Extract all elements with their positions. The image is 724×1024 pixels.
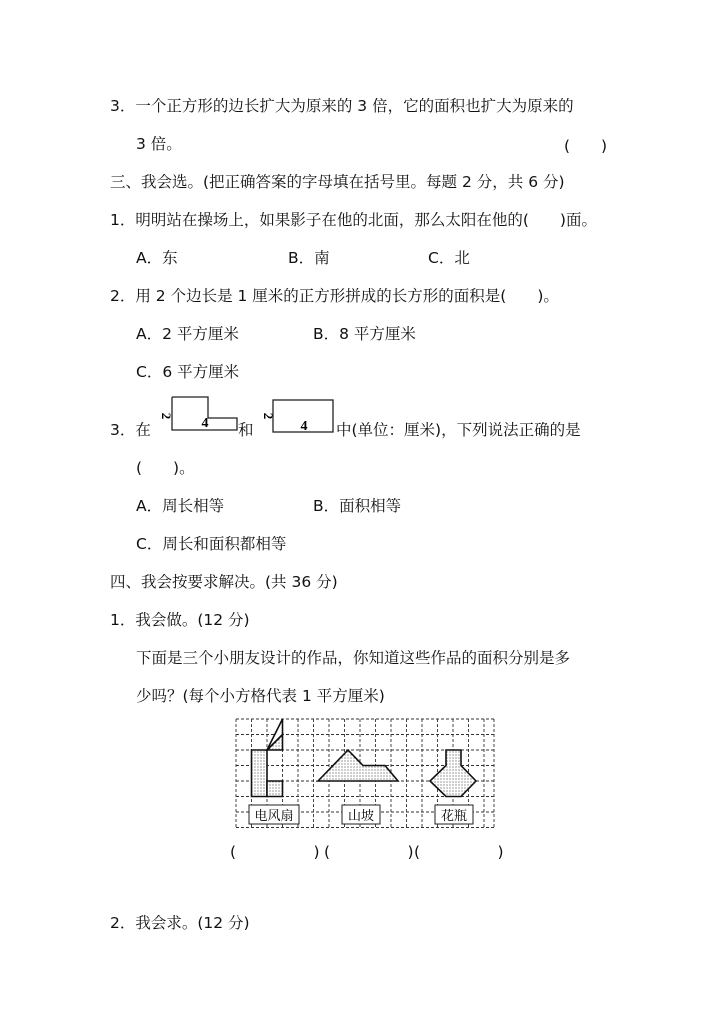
label-fan: 电风扇: [254, 809, 294, 824]
s3-q1-stem: 1．明明站在操场上，如果影子在他的北面，那么太阳在他的( )面。: [110, 211, 597, 229]
s3-q3-suffix: 中(单位：厘米)，下列说法正确的是: [336, 421, 581, 439]
s3-q3-figure-rectangle: [254, 394, 336, 436]
s3-q2-option-c: C．6 平方厘米: [136, 363, 240, 381]
s4-q1-desc-line1: 下面是三个小朋友设计的作品，你知道这些作品的面积分别是多: [136, 649, 571, 667]
s3-q2-stem: 2．用 2 个边长是 1 厘米的正方形拼成的长方形的面积是( )。: [110, 287, 559, 305]
s3-q3-option-c: C．周长和面积都相等: [136, 535, 287, 553]
vase-shape: [430, 750, 476, 797]
answer-blank-hill[interactable]: ( ): [324, 843, 414, 861]
fig2-side-label: 2: [261, 412, 276, 420]
tf-question-3-line1: 3．一个正方形的边长扩大为原来的 3 倍，它的面积也扩大为原来的: [110, 97, 574, 115]
s3-q3-middle: 和: [238, 421, 254, 439]
s3-q3-option-b: B．面积相等: [313, 497, 402, 515]
s3-q1-option-c: C．北: [428, 249, 470, 267]
s4-q1-grid-figure: [230, 715, 502, 833]
s3-q3-figure-l-shape: [150, 394, 240, 436]
s3-q3-option-a: A．周长相等: [136, 497, 225, 515]
fig1-bottom-label: 4: [201, 416, 209, 431]
answer-blank-vase[interactable]: ( ): [414, 843, 504, 861]
s3-q3-blank[interactable]: ( )。: [136, 459, 195, 477]
s4-q1-desc-line2: 少吗？(每个小方格代表 1 平方厘米): [136, 687, 385, 705]
tf-answer-blank[interactable]: ( ): [564, 137, 608, 155]
answer-blank-fan[interactable]: ( ): [230, 843, 320, 861]
fig2-bottom-label: 4: [300, 419, 308, 434]
section4-title: 四、我会按要求解决。(共 36 分): [110, 573, 338, 591]
label-vase: 花瓶: [440, 809, 468, 824]
s4-q2-title: 2．我会求。(12 分): [110, 914, 250, 932]
tf-question-3-line2: 3 倍。: [136, 135, 182, 153]
s3-q1-option-a: A．东: [136, 249, 178, 267]
s3-q1-option-b: B．南: [288, 249, 330, 267]
fig1-side-label: 2: [159, 412, 174, 420]
s3-q3-prefix: 3．在: [110, 421, 151, 439]
s3-q2-option-a: A．2 平方厘米: [136, 325, 239, 343]
label-hill: 山坡: [347, 809, 375, 824]
hill-shape: [318, 750, 398, 781]
s3-q2-option-b: B．8 平方厘米: [313, 325, 416, 343]
s4-q1-title: 1．我会做。(12 分): [110, 611, 250, 629]
section3-title: 三、我会选。(把正确答案的字母填在括号里。每题 2 分，共 6 分): [110, 173, 565, 191]
